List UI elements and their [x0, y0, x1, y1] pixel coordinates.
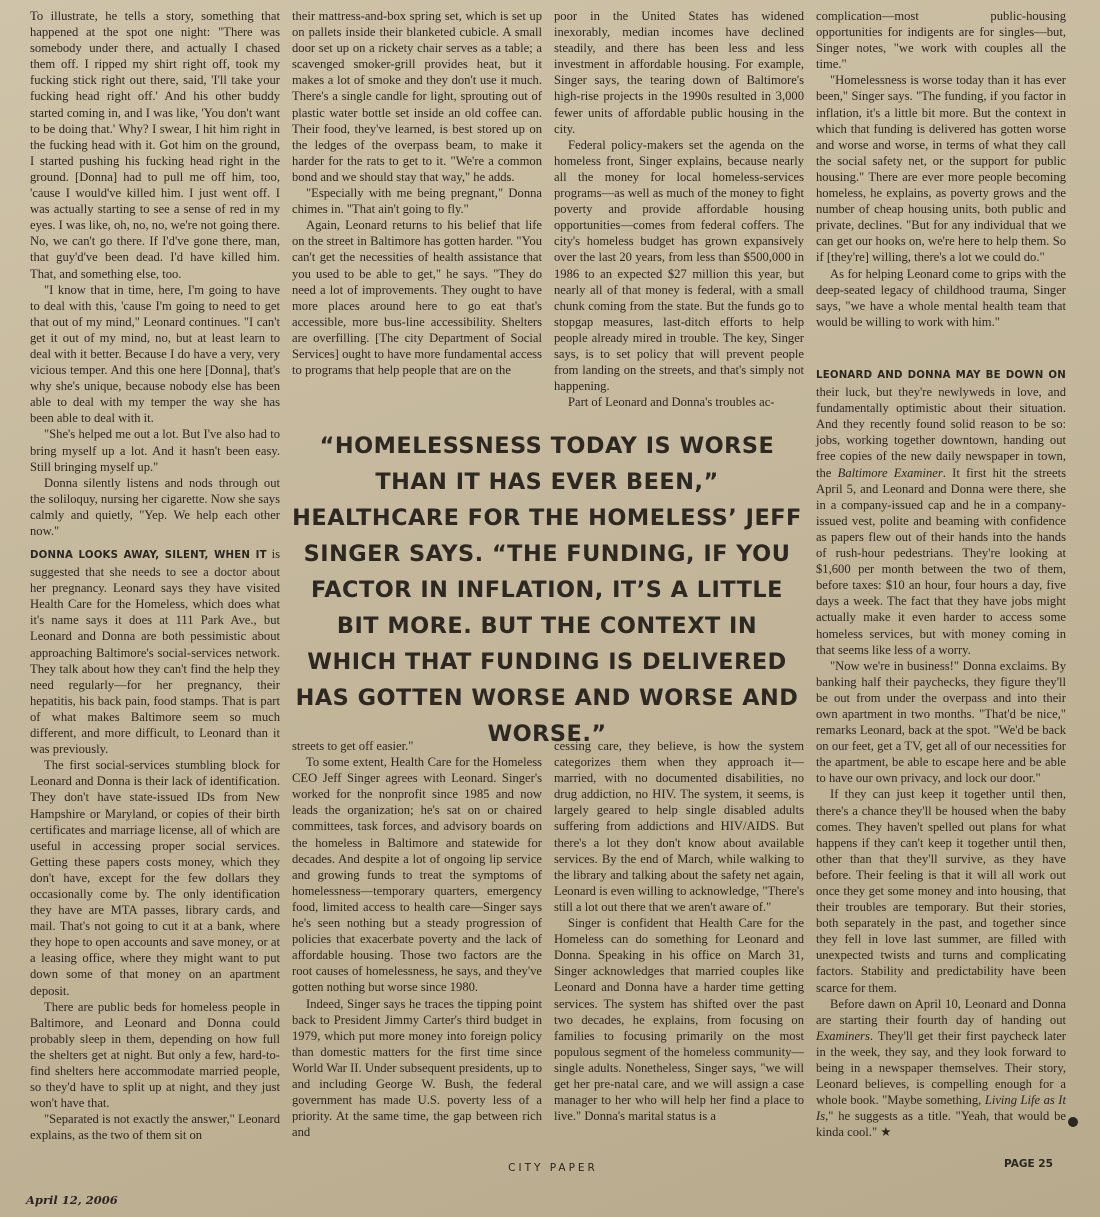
paragraph: There are public beds for homeless people in Baltimore, and Leonard and Donna could probably sleep in them, depending on how full the shelters get at night. But only a few, hard-to-find shelters here accommodate married people, so they'd have to split up at night, and they just won't have that.	[30, 999, 280, 1111]
italic-title: Baltimore Examiner	[837, 465, 943, 480]
paragraph: Part of Leonard and Donna's troubles ac-	[568, 395, 775, 410]
paragraph: To some extent, Health Care for the Homeless CEO Jeff Singer agrees with Leonard. Singer's worked for the nonprofit since 1985 and now leads the organization; he's sat on or chaired committees, task forces, and advisory boards on the homeless in Baltimore and statewide for decades. And despite a lot of ongoing lip service and growing funds to treat the symptoms of homelessness—temporary quarters, emergency food, limited access to health care—Singer says he's seen nothing but a steady progression of policies that exacerbate poverty and the lack of affordable housing. Those two factors are the root causes of homelessness, he says, and they've gotten nothing but worse since 1980.	[292, 755, 542, 995]
paragraph: "Now we're in business!" Donna exclaims. By banking half their paychecks, they figure they'll be out from under the overpass and into their own apartment in two months. "That'd be nice," remarks Leonard, back at the spot. "We'd be back on our feet, get a TV, get all of our necessities for the apartment, be able to escape here and be able to have our own privacy, and lock our door."	[816, 658, 1066, 786]
text-segment: . They'll get their first paycheck later in the week, they say, and they look forward to being in a newspaper themselves. Their story, Leonard believes, is compelling enough for a whole book. "Maybe something,	[816, 1028, 1066, 1108]
paragraph: "Homelessness is worse today than it has ever been," Singer says. "The funding, if you factor in inflation, it's a little bit more. But the context in which that funding is delivered has gotten worse and worse and worse, in terms of what they call the social safety net, or the support for public housing." There are ever more people becoming homeless, he explains, as poverty grows and the number of cheap housing units, both public and private, declines. "But for any individual that we can get our hooks on, we're here to help them. So if [they're] willing, there's a lot we could do."	[816, 73, 1066, 265]
paragraph: As for helping Leonard come to grips with the deep-seated legacy of childhood trauma, Singer says, "we have a whole mental health team that would be willing to work with him."	[816, 266, 1066, 329]
lead-text-end: . It first hit the streets April 5, and Leonard and Donna were there, she in a company-issued cap and he in a company-issued vest, polite and beaming with confidence as papers flew out of their hands into the hands of rush-hour pedestrians. They're looking at $1,600 per month between the two of them, before taxes: $10 an hour, four hours a day, five days a week. The fact that they have jobs might actually make it even harder to access some homeless services, but with money coming in that seems like less of a worry.	[816, 465, 1066, 657]
section-lead	[30, 546, 280, 757]
paragraph: "Especially with me being pregnant," Donna chimes in. "That ain't going to fly."	[292, 186, 542, 217]
paragraph: "I know that in time, here, I'm going to have to deal with this, 'cause I'm going to need to get that out of my mind," Leonard continues. "I can't get it out of my mind, no, but at least learn to deal with it better. Because I do have a very, very vicious temper. And this one here [Donna], that's why she's unique, because nobody else has been able to deal with my temper the way she has been able to deal with it.	[30, 282, 280, 426]
paragraph: Singer is confident that Health Care for the Homeless can do something for Leonard and Donna. Speaking in his office on March 31, Singer acknowledges that married couples like Leonard and Donna have a harder time getting services. The system has shifted over the past two decades, he explains, from focusing on families to focusing primarily on the most populous segment of the homeless community—single adults. Nonetheless, Singer says, "we will get her pre-natal care, and we will assign a case manager to her who will help her find a place to live." Donna's marital status is a	[554, 916, 804, 1124]
section-lead	[816, 366, 1066, 658]
text-segment: Before dawn on April 10, Leonard and Donna are starting their fourth day of handing out	[816, 996, 1066, 1027]
column-3-top	[554, 8, 804, 408]
text-segment: ," he suggests as a title. "Yeah, that would be kinda cool." ★	[816, 1109, 1066, 1140]
paragraph: If they can just keep it together until then, there's a chance they'll be housed when the baby comes. They haven't spelled out plans for what happens if they can't keep it together until then, other than that they'll survive, as they have before. Their feeling is that it will all work out once they get some money and into housing, that their troubles are temporary. But their stories, both separately in the past, and together since they fell in love last summer, are filled with unexpected twists and turns and complicating factors. Stability and predictability have been scarce for them.	[816, 787, 1066, 995]
paragraph: complication—most public-housing opportunities for indigents are for singles—but, Singer notes, "we work with couples all the time."	[816, 9, 1066, 72]
paragraph: Donna silently listens and nods through out the soliloquy, nursing her cigarette. Now she says calmly and quietly, "Yep. We help each other now."	[30, 475, 280, 538]
column-1-bottom	[30, 528, 280, 1158]
publication-name: CITY PAPER	[508, 1162, 598, 1174]
column-2-bottom	[292, 738, 542, 1158]
paragraph: cessing care, they believe, is how the system categorizes them when they approach it—married, with no documented disabilities, no drug addiction, no HIV. The system, it seems, is largely geared to help single disabled adults suffering from addictions and HIV/AIDS. But there's a lot they don't know about available services. By the end of March, while walking to the library and talking about the safety net again, Leonard is even willing to acknowledge, "There's still a lot out there that we aren't aware of."	[554, 739, 804, 914]
paragraph: "Separated is not exactly the answer," Leonard explains, as the two of them sit on	[30, 1112, 280, 1143]
paragraph: Indeed, Singer says he traces the tipping point back to President Jimmy Carter's third budget in 1979, which put more money into foreign policy than domestic matters for the first time since World War II. Under subsequent presidents, up to and including George W. Bush, the federal government has made U.S. poverty less of a priority. At the same time, the gap between rich and	[292, 996, 542, 1140]
lead-in: DONNA LOOKS AWAY, SILENT, WHEN IT	[30, 550, 267, 561]
paragraph: Again, Leonard returns to his belief that life on the street in Baltimore has gotten harder. "You can't get the necessities of health assistance that you used to be able to get," he says. "They do need a lot of improvements. They ought to have more places around here to go eat that's accessible, more bus-line accessibility. Shelters are overfilling. [The city Department of Social Services] ought to have more fundamental access to programs that help people that are on the	[292, 218, 542, 378]
italic-title: Examiners	[816, 1028, 870, 1043]
lead-in: LEONARD AND DONNA MAY BE DOWN ON	[816, 370, 1066, 381]
paragraph: To illustrate, he tells a story, something that happened at the spot one night: "There was somebody under there, and actually I chased them off. I ripped my shirt right off, took my fucking stick right out there, said, 'I'll take your fucking head right off.' And his other buddy started coming in, and I was like, 'You don't want to be doing that.' Why? I swear, I hit him right in the fucking head with it. Got him on the ground, I started pushing his fucking head right in the ground. [Donna] had to pull me off him, too, 'cause I would've killed him. I just went off. I was actually starting to see a sense of red in my eyes. I was like, oh, no, no, we're not going there. No, we can't go there. If I'd've gone there, man, that guy'd've been dead. I'd have killed him. That, and something else, too.	[30, 9, 280, 281]
column-3-bottom	[554, 738, 804, 1158]
paragraph: their mattress-and-box spring set, which is set up on pallets inside their blanketed cubicle. A small door set up on a rickety chair serves as a table; a scavenged smoker-grill provides heat, but it makes a lot of smoke and they don't use it much. There's a single candle for light, sprouting out of plastic water bottle set inside an old coffee can. Their food, they've learned, is best stored up on the ledges of the overpass beam, to make it harder for the rats to get to it. "We're a common bond and we should stay that way," he adds.	[292, 9, 542, 184]
pull-quote: “HOMELESSNESS TODAY IS WORSE THAN IT HAS EVER BEEN,” HEALTHCARE FOR THE HOMELESS’ JEFF SINGER SAYS. “THE FUNDING, IF YOU FACTOR IN INFLATION, IT’S A LITTLE BIT MORE. BUT THE CONTEXT IN WHICH THAT FUNDING IS DELIVERED HAS GOTTEN WORSE AND WORSE AND WORSE.”	[292, 433, 802, 747]
lead-text: their luck, but they're newlyweds in love, and fundamentally optimistic about their situation. And they recently found solid reason to be so: jobs, working together downtown, handing out free copies of the new daily newspaper in town, the	[816, 385, 1066, 480]
margin-dot	[1068, 1117, 1078, 1127]
page-number: PAGE 25	[1004, 1158, 1053, 1170]
column-2-top	[292, 8, 542, 408]
column-1-top	[30, 8, 280, 538]
issue-date: April 12, 2006	[26, 1193, 118, 1207]
paragraph: poor in the United States has widened inexorably, median incomes have declined steadily, and there has been less and less investment in affordable housing. For example, Singer says, the tearing down of Baltimore's high-rise projects in the 1990s resulted in 3,000 fewer units of affordable public housing in the city.	[554, 9, 804, 136]
paragraph: The first social-services stumbling block for Leonard and Donna is their lack of identification. They don't have state-issued IDs from New Hampshire or Maryland, or copies of their birth certificates and marriage license, all of which are useful in accessing proper social services. Getting these papers costs money, which they don't have, except for the few dollars they occasionally come by. The only identification they have are MTA passes, library cards, and mail. That's not going to cut it at a bank, where they hope to open accounts and save money, or at a leasing office, where they might want to put down some of that money on an apartment deposit.	[30, 758, 280, 998]
column-4-bottom	[816, 348, 1066, 1158]
paragraph	[816, 996, 1066, 1141]
column-4-top	[816, 8, 1066, 360]
lead-text: is suggested that she needs to see a doctor about her pregnancy. Leonard says they have visited Health Care for the Homeless, which does what it's name says it does at 111 Park Ave., but Leonard and Donna are both pessimistic about approaching Baltimore's social-services network. They talk about how they can't find the help they need regularly—for her pregnancy, their hepatitis, his back pain, food stamps. That is part of what makes Baltimore seem so much different, and more difficult, to Leonard than it was previously.	[30, 547, 280, 757]
paragraph: streets to get off easier."	[292, 739, 414, 753]
paragraph: Federal policy-makers set the agenda on the homeless front, Singer explains, because nearly all the money for local homeless-services programs—as well as much of the money to fight poverty and provide affordable housing opportunities—comes from federal coffers. The city's homeless budget has grown expansively over the last 20 years, from less than $500,000 in 1986 to an expected $27 million this year, but nearly all of that money is federal, with a small chunk coming from the state. But the funds go to stopgap measures, last-ditch efforts to help people already mired in trouble. The key, Singer says, is to set policy that will prevent people from landing on the streets, and that's simply not happening.	[554, 137, 804, 394]
italic-title: Living Life as It Is	[816, 1093, 1066, 1124]
paragraph: "She's helped me out a lot. But I've also had to bring myself up a lot. And it hasn't been easy. Still bringing myself up."	[30, 427, 280, 474]
